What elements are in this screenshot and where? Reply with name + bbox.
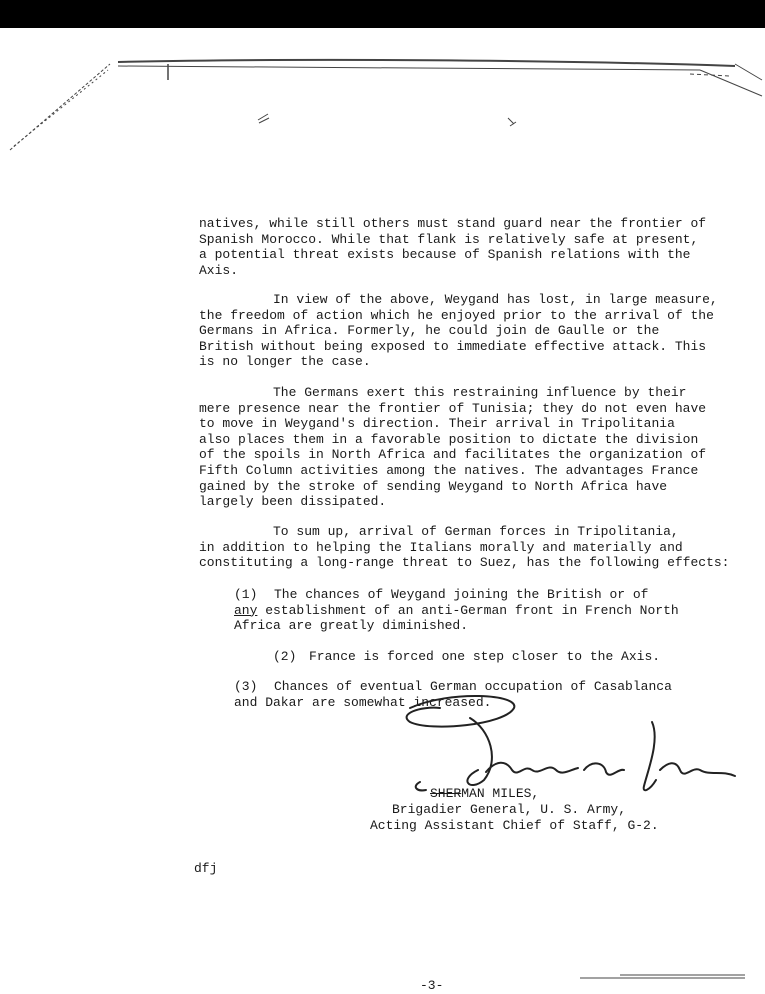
- paragraph-spanish-morocco: natives, while still others must stand guard near the frontier of Spanish Morocco. While that flank is relatively safe at present, a potential threat exists because of Spanish relations with the Axis.: [199, 216, 707, 278]
- signature-name-rest: MAN MILES,: [461, 786, 540, 801]
- effect-1-rest: establishment of an anti-German front in French North Africa are greatly diminished.: [234, 602, 679, 634]
- effect-2-label: (2): [273, 649, 297, 664]
- signature-name-struck: SHER: [430, 786, 462, 801]
- paragraph-sum-up: To sum up, arrival of German forces in Tripolitania, in addition to helping the Italians morally and materially and constituting a long-range threat to Suez, has the following effects:: [199, 524, 730, 571]
- signature-title: Acting Assistant Chief of Staff, G-2.: [370, 818, 659, 833]
- signature-name: [430, 786, 539, 802]
- signature-rank: Brigadier General, U. S. Army,: [392, 802, 627, 817]
- paragraph-weygand-freedom: In view of the above, Weygand has lost, in large measure, the freedom of action which he enjoyed prior to the arrival of the Germans in Africa. Formerly, he could join de Gaulle or the British without being exposed to immediate effective attack. This is no longer the case.: [199, 292, 718, 370]
- effect-1-label: (1): [234, 587, 258, 602]
- effect-3-text: Chances of eventual German occupation of Casablanca and Dakar are somewhat increased.: [234, 679, 672, 710]
- typist-initials: dfj: [194, 861, 218, 876]
- effect-3-label: (3): [234, 679, 258, 694]
- effect-2-text: France is forced one step closer to the Axis.: [309, 649, 661, 664]
- effect-1-underlined-word: any: [234, 602, 258, 618]
- paragraph-german-influence: The Germans exert this restraining influence by their mere presence near the frontier of Tunisia; they do not even have to move in Weygand's direction. Their arrival in Tripolitania also places them in a favorable position to dictate the division of the spoils in North Africa and facilitates the organization of Fifth Column activities among the natives. The advantages France gained by the stroke of sending Weygand to North Africa have largely been dissipated.: [199, 385, 707, 510]
- page-number: -3-: [420, 978, 444, 993]
- effect-1-line1: The chances of Weygand joining the British or of: [274, 587, 649, 602]
